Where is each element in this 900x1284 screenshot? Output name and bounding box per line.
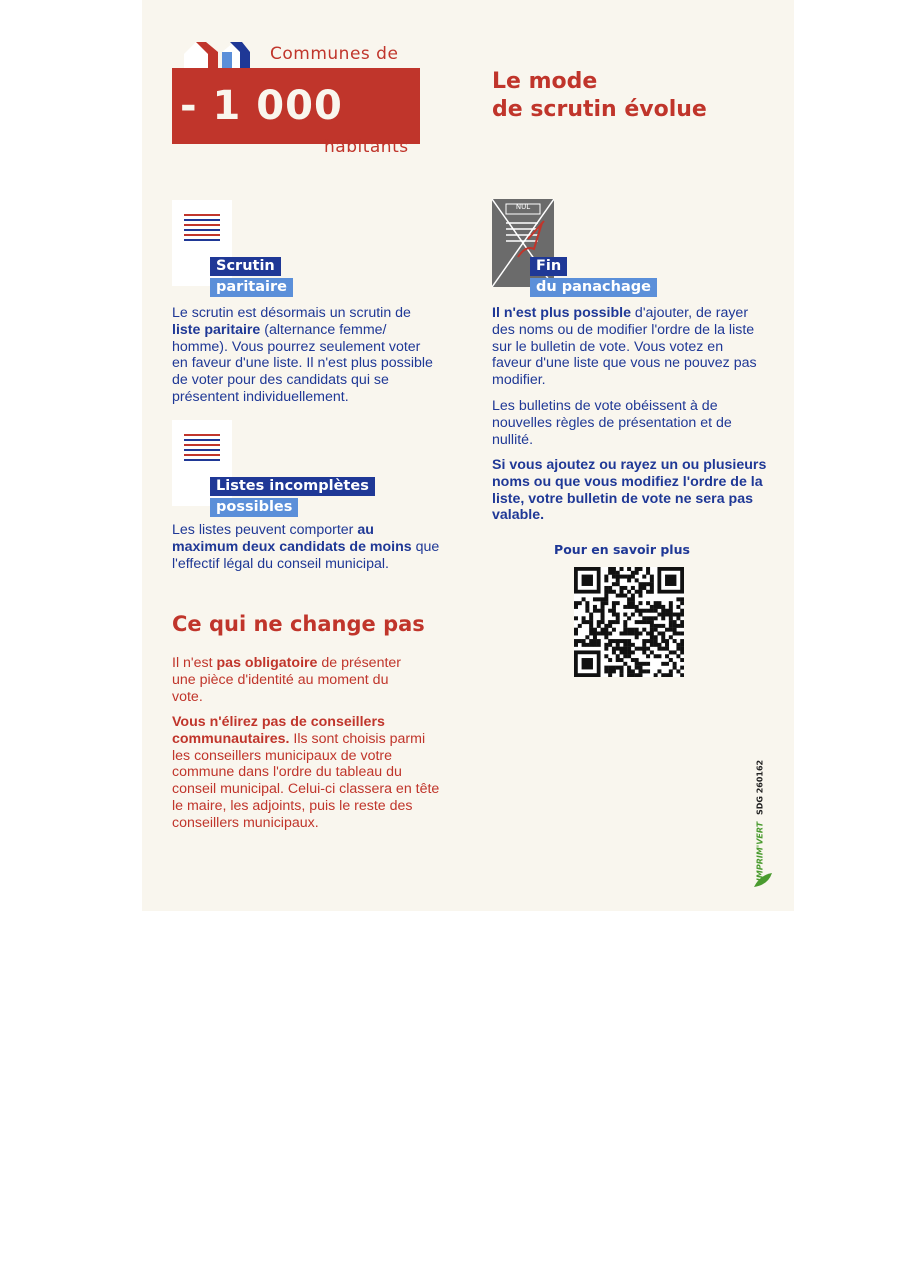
imprimvert-label bbox=[756, 751, 765, 891]
unchanged-title: Ce qui ne change pas bbox=[172, 612, 425, 636]
tag-line: Fin bbox=[530, 257, 567, 276]
text-run-bold: Vous n'élirez pas de conseillers communautaires. bbox=[172, 714, 385, 747]
page-title-line-1: Le mode bbox=[492, 69, 598, 94]
page-title bbox=[492, 68, 707, 124]
text-run: de présenter une pièce d'identité au moment du vote. bbox=[172, 655, 402, 705]
text-run: d'ajouter, de rayer des noms ou de modifier l'ordre de la liste sur le bulletin de vote. Vous votez en faveur d'une liste que vous ne pouvez pas modifier. bbox=[492, 305, 757, 389]
tag-line: paritaire bbox=[210, 278, 293, 297]
text-run-bold: Il n'est plus possible bbox=[492, 305, 631, 321]
page-title-line-2: de scrutin évolue bbox=[492, 97, 707, 122]
qr-code[interactable] bbox=[574, 567, 684, 677]
text-run: Le scrutin est désormais un scrutin de bbox=[172, 305, 411, 321]
tag-listes-incompletes bbox=[210, 475, 375, 517]
habitants-label: habitants bbox=[324, 137, 409, 157]
tag-line: Scrutin bbox=[210, 257, 281, 276]
communes-de-label: Communes de bbox=[270, 44, 399, 64]
panachage-text-1 bbox=[492, 305, 764, 389]
text-run-bold: pas obligatoire bbox=[216, 655, 318, 671]
text-run: Il n'est bbox=[172, 655, 217, 671]
void-label: NUL bbox=[515, 203, 531, 211]
text-run: (alternance femme/ homme). Vous pourrez seulement voter en faveur d'une liste. Il n'est plus possible de voter pour des candidats qui se présentent individuellement. bbox=[172, 321, 433, 405]
unchanged-text-2 bbox=[172, 714, 444, 832]
imprimvert-text: IMPRIM'VERT bbox=[755, 821, 765, 882]
more-info-label: Pour en savoir plus bbox=[554, 542, 690, 557]
text-run: Les listes peuvent comporter bbox=[172, 522, 358, 538]
text-run: que l'effectif légal du conseil municipal. bbox=[172, 538, 440, 572]
text-run: Ils sont choisis parmi les conseillers municipaux de votre commune dans l'ordre du tableau du conseil municipal. Celui-ci classera en tête le maire, les adjoints, puis le reste des conseillers municipaux. bbox=[172, 730, 440, 831]
tag-fin-panachage bbox=[530, 255, 657, 297]
tag-line: possibles bbox=[210, 498, 298, 517]
scrutin-paritaire-text bbox=[172, 305, 440, 406]
tag-scrutin-paritaire bbox=[210, 255, 293, 297]
unchanged-text-1 bbox=[172, 655, 417, 705]
tag-line: du panachage bbox=[530, 278, 657, 297]
text-run-bold: au maximum deux candidats de moins bbox=[172, 522, 412, 555]
panachage-text-3: Si vous ajoutez ou rayez un ou plusieurs noms ou que vous modifiez l'ordre de la liste, votre bulletin de vote ne sera pas valable. bbox=[492, 457, 767, 524]
panachage-text-2: Les bulletins de vote obéissent à de nouvelles règles de présentation et de nullité. bbox=[492, 398, 732, 448]
imprimvert-logo bbox=[750, 865, 780, 895]
print-code: SDG 260162 bbox=[755, 759, 765, 816]
tag-line: Listes incomplètes bbox=[210, 477, 375, 496]
listes-incompletes-text bbox=[172, 522, 444, 572]
population-number: - 1 000 bbox=[180, 83, 343, 129]
text-run-bold: liste paritaire bbox=[172, 321, 261, 338]
leaflet-page bbox=[142, 0, 794, 911]
